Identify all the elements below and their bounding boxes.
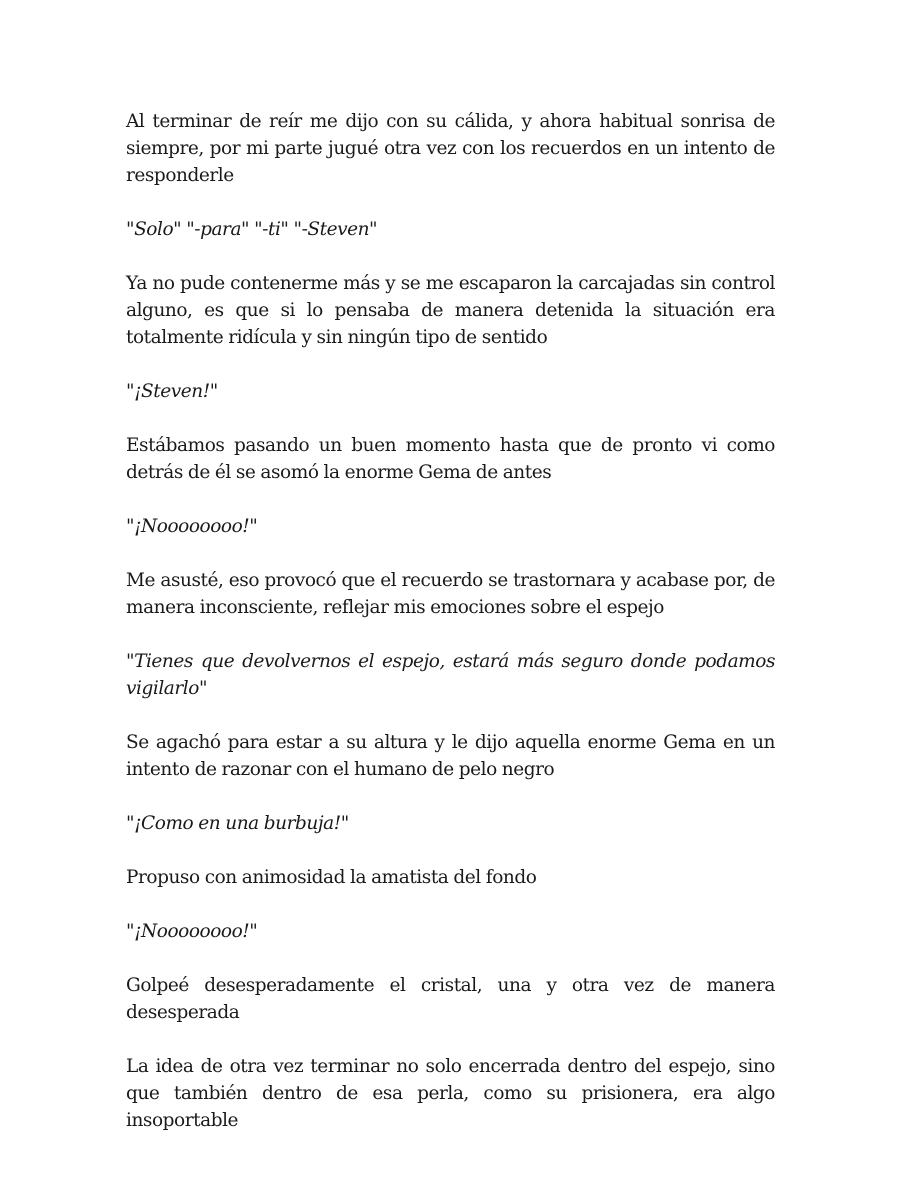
narration-paragraph: Se agachó para estar a su altura y le dijo aquella enorme Gema en un intento de razonar con el humano de pelo negro: [126, 732, 775, 780]
narration-paragraph: La idea de otra vez terminar no solo encerrada dentro del espejo, sino que también dentro de esa perla, como su prisionera, era algo insoportable: [126, 1056, 775, 1131]
narration-paragraph: Propuso con animosidad la amatista del fondo: [126, 867, 537, 888]
narration-paragraph: Estábamos pasando un buen momento hasta que de pronto vi como detrás de él se asomó la enorme Gema de antes: [126, 435, 775, 483]
dialogue-line: "¡Como en una burbuja!": [126, 813, 349, 834]
dialogue-line: "¡Noooooooo!": [126, 516, 258, 537]
dialogue-line: "¡Noooooooo!": [126, 921, 258, 942]
dialogue-line: "Tienes que devolvernos el espejo, estará más seguro donde podamos vigilarlo": [126, 651, 775, 699]
narration-paragraph: Me asusté, eso provocó que el recuerdo se trastornara y acabase por, de manera inconsciente, reflejar mis emociones sobre el espejo: [126, 570, 775, 618]
document-body: [126, 108, 775, 1134]
narration-paragraph: Ya no pude contenerme más y se me escaparon la carcajadas sin control alguno, es que si lo pensaba de manera detenida la situación era totalmente ridícula y sin ningún tipo de sentido: [126, 273, 775, 348]
narration-paragraph: Al terminar de reír me dijo con su cálida, y ahora habitual sonrisa de siempre, por mi parte jugué otra vez con los recuerdos en un intento de responderle: [126, 111, 775, 186]
dialogue-line: "¡Steven!": [126, 381, 218, 402]
narration-paragraph: Golpeé desesperadamente el cristal, una y otra vez de manera desesperada: [126, 975, 775, 1023]
dialogue-line: "Solo" "-para" "-ti" "-Steven": [126, 219, 378, 240]
